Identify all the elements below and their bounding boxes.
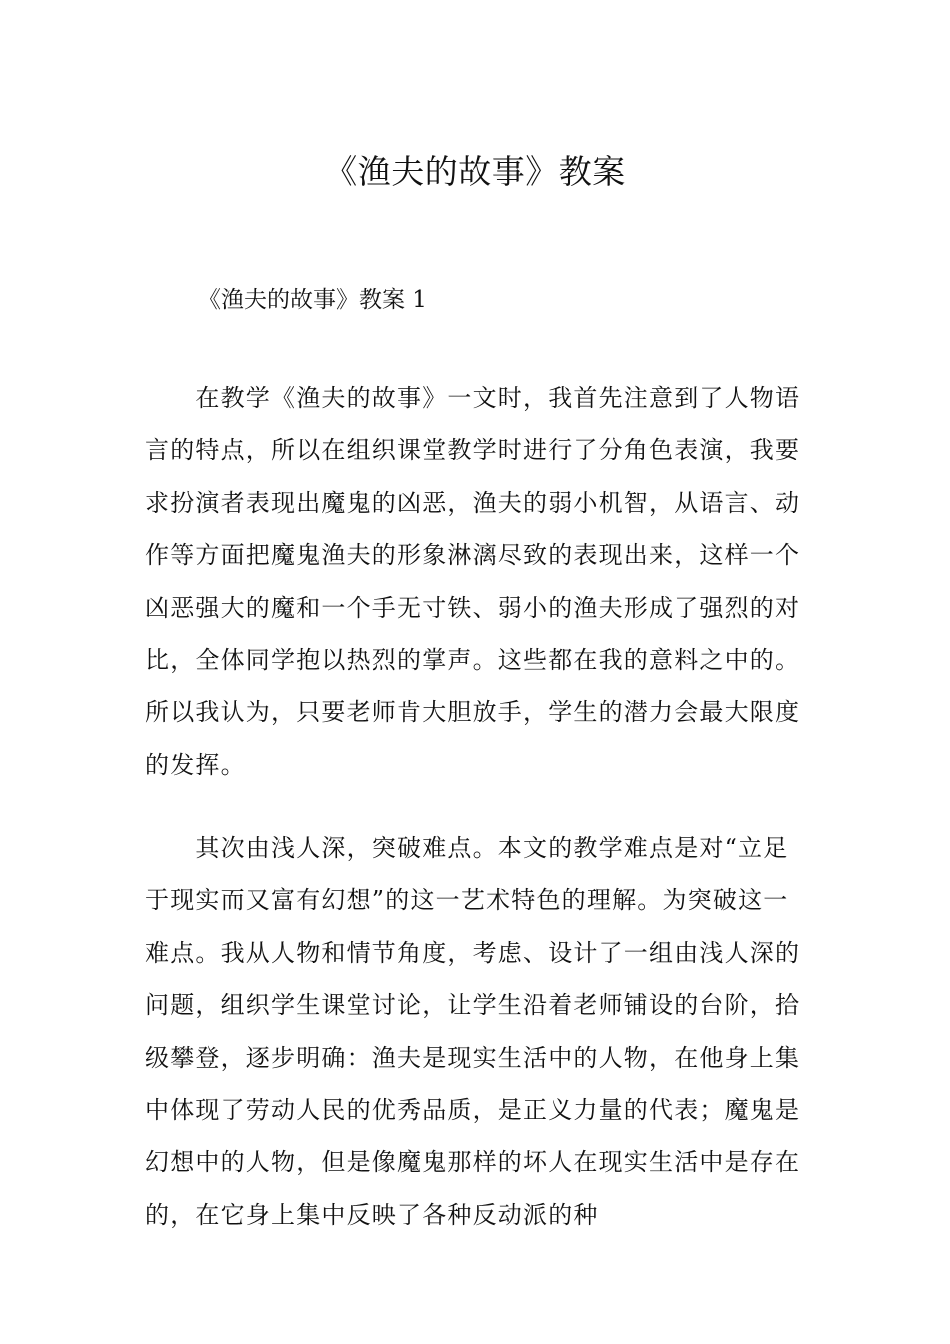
body-paragraph: 其次由浅人深，突破难点。本文的教学难点是对“立足于现实而又富有幻想”的这一艺术特色的理解。为突破这一难点。我从人物和情节角度，考虑、设计了一组由浅人深的问题，组织学生课堂讨论，让学生沿着老师铺设的台阶，拾级攀登，逐步明确：渔夫是现实生活中的人物，在他身上集中体现了劳动人民的优秀品质，是正义力量的代表；魔鬼是幻想中的人物，但是像魔鬼那样的坏人在现实生活中是存在的，在它身上集中反映了各种反动派的种 [145,834,801,1229]
body-paragraph: 在教学《渔夫的故事》一文时，我首先注意到了人物语言的特点，所以在组织课堂教学时进行了分角色表演，我要求扮演者表现出魔鬼的凶恶，渔夫的弱小机智，从语言、动作等方面把魔鬼渔夫的形象淋漓尽致的表现出来，这样一个凶恶强大的魔和一个手无寸铁、弱小的渔夫形成了强烈的对比，全体同学抱以热烈的掌声。这些都在我的意料之中的。所以我认为，只要老师肯大胆放手，学生的潜力会最大限度的发挥。 [145,384,801,779]
document-title: 《渔夫的故事》教案 [324,152,626,192]
section-heading: 《渔夫的故事》教案 1 [198,287,427,313]
